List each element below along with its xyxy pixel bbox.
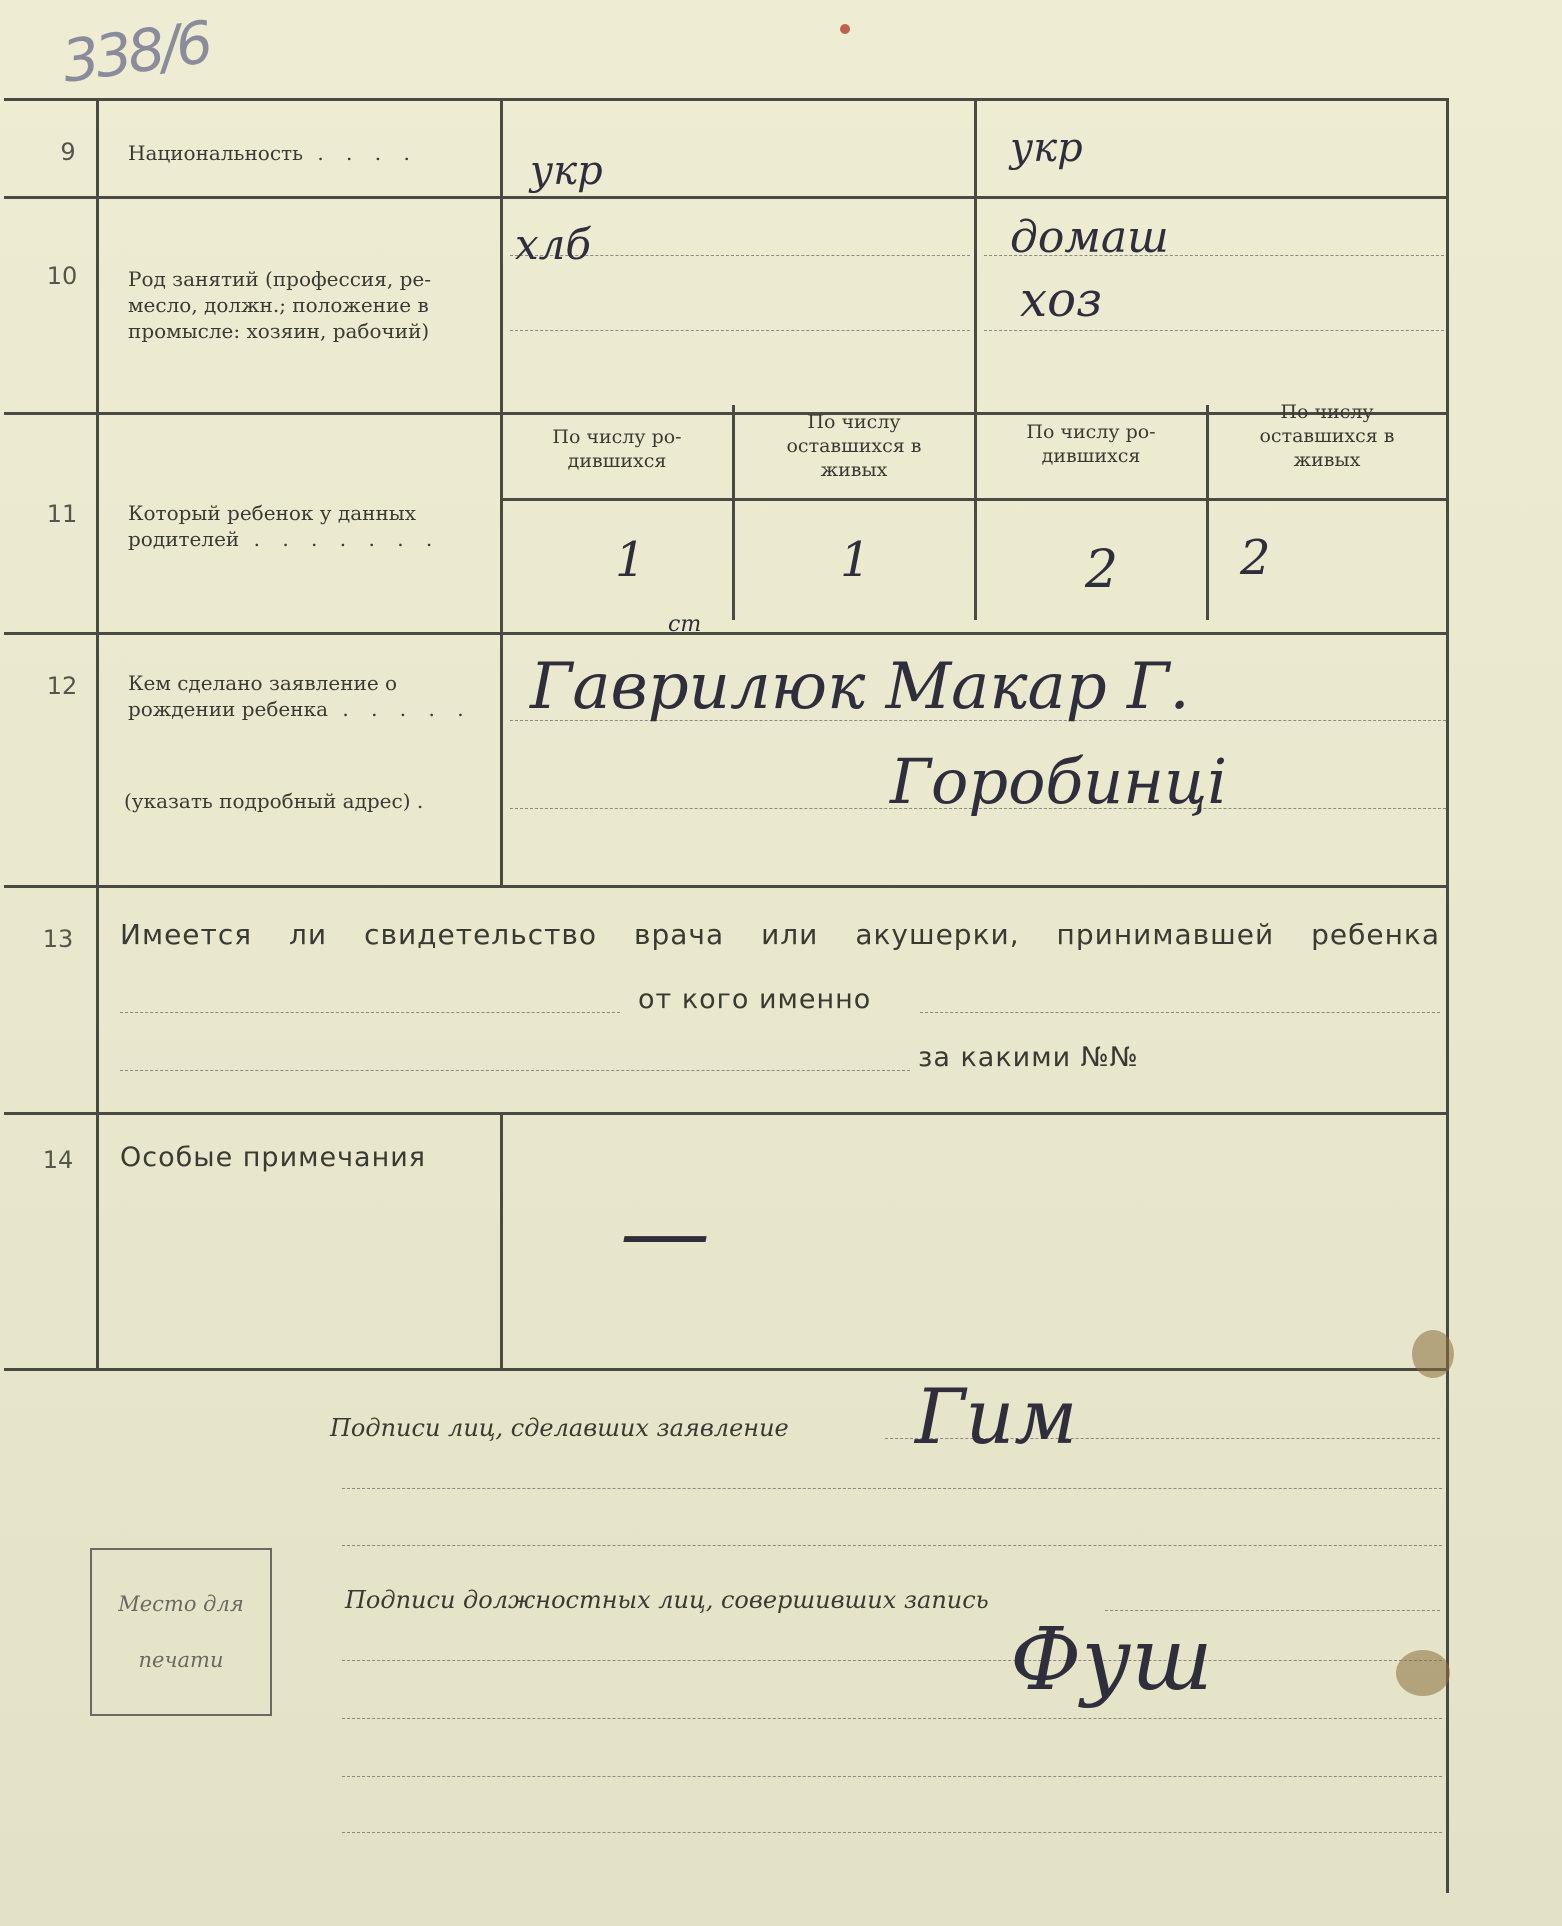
col-head-born-1: По числу ро- дившихся bbox=[552, 426, 682, 472]
paper-hole bbox=[1396, 1650, 1450, 1696]
label-which-child: Который ребенок у данных родителей . . . . . . . bbox=[128, 501, 441, 551]
row-number-10: 10 bbox=[46, 262, 78, 290]
applicant-note: ст bbox=[668, 612, 702, 637]
applicants-signature-label: Подписи лиц, сделавших заявление bbox=[330, 1414, 789, 1442]
row-number-13: 13 bbox=[42, 925, 74, 953]
officials-signature-label: Подписи должностных лиц, совершивших запись bbox=[345, 1586, 989, 1614]
row11-head-rule bbox=[500, 498, 1446, 501]
special-notes-value: — bbox=[620, 1180, 710, 1285]
row-number-14: 14 bbox=[42, 1146, 74, 1174]
row-number-12: 12 bbox=[46, 672, 78, 700]
label-from-whom: от кого именно bbox=[638, 984, 872, 1015]
father-occupation: хлб bbox=[515, 220, 592, 269]
col-head-alive-1: По числу оставшихся в живых bbox=[786, 411, 922, 481]
value-born-2: 2 bbox=[1085, 540, 1119, 600]
col-head-born-2: По числу ро- дившихся bbox=[1026, 421, 1156, 467]
value-alive-1: 1 bbox=[840, 532, 871, 588]
num-column-rule bbox=[96, 100, 99, 1368]
father-mother-rule bbox=[974, 100, 977, 620]
paper-hole bbox=[1412, 1330, 1454, 1378]
mother-occupation-1: домаш bbox=[1010, 212, 1169, 263]
col-head-alive-2: По числу оставшихся в живых bbox=[1259, 401, 1395, 471]
applicant-address: Горобинці bbox=[890, 745, 1228, 818]
applicants-signature: Гим bbox=[915, 1372, 1078, 1461]
row-rule-9 bbox=[4, 196, 1446, 199]
row-rule-14 bbox=[4, 1368, 1446, 1371]
col-rule-1 bbox=[732, 405, 735, 620]
row-number-9: 9 bbox=[60, 138, 76, 166]
mother-nationality: укр bbox=[1010, 125, 1083, 171]
col-rule-3 bbox=[1206, 405, 1209, 620]
applicant-name: Гаврилюк Макар Г. bbox=[530, 650, 1190, 724]
red-dot bbox=[840, 24, 850, 34]
label-column-rule-lower bbox=[500, 1112, 503, 1368]
row-rule-13 bbox=[4, 1112, 1446, 1115]
label-occupation: Род занятий (профессия, ре- месло, должн.; положение в промысле: хозяин, рабочий) bbox=[128, 267, 431, 343]
row-rule-11 bbox=[4, 632, 1446, 635]
label-column-rule-upper bbox=[500, 100, 503, 885]
officials-signature: Фуш bbox=[1010, 1610, 1213, 1710]
certificate-question: Имеется ли свидетельство врача или акушерки, принимавшей ребенка bbox=[120, 918, 1440, 951]
row-number-11: 11 bbox=[46, 500, 78, 528]
label-address: (указать подробный адрес) . bbox=[124, 789, 424, 813]
label-special-notes: Особые примечания bbox=[120, 1142, 427, 1173]
value-alive-2: 2 bbox=[1240, 530, 1271, 586]
value-born-1: 1 bbox=[615, 532, 646, 588]
archive-number: 338/6 bbox=[57, 8, 214, 96]
father-nationality: укр bbox=[530, 148, 603, 194]
label-which-numbers: за какими №№ bbox=[918, 1042, 1139, 1073]
label-nationality: Национальность . . . . bbox=[128, 141, 418, 165]
seal-placeholder: Место для печати bbox=[90, 1548, 272, 1716]
row-rule-12 bbox=[4, 885, 1446, 888]
mother-occupation-2: хоз bbox=[1020, 272, 1103, 328]
label-applicant: Кем сделано заявление о рождении ребенка . . . . . bbox=[128, 671, 472, 721]
